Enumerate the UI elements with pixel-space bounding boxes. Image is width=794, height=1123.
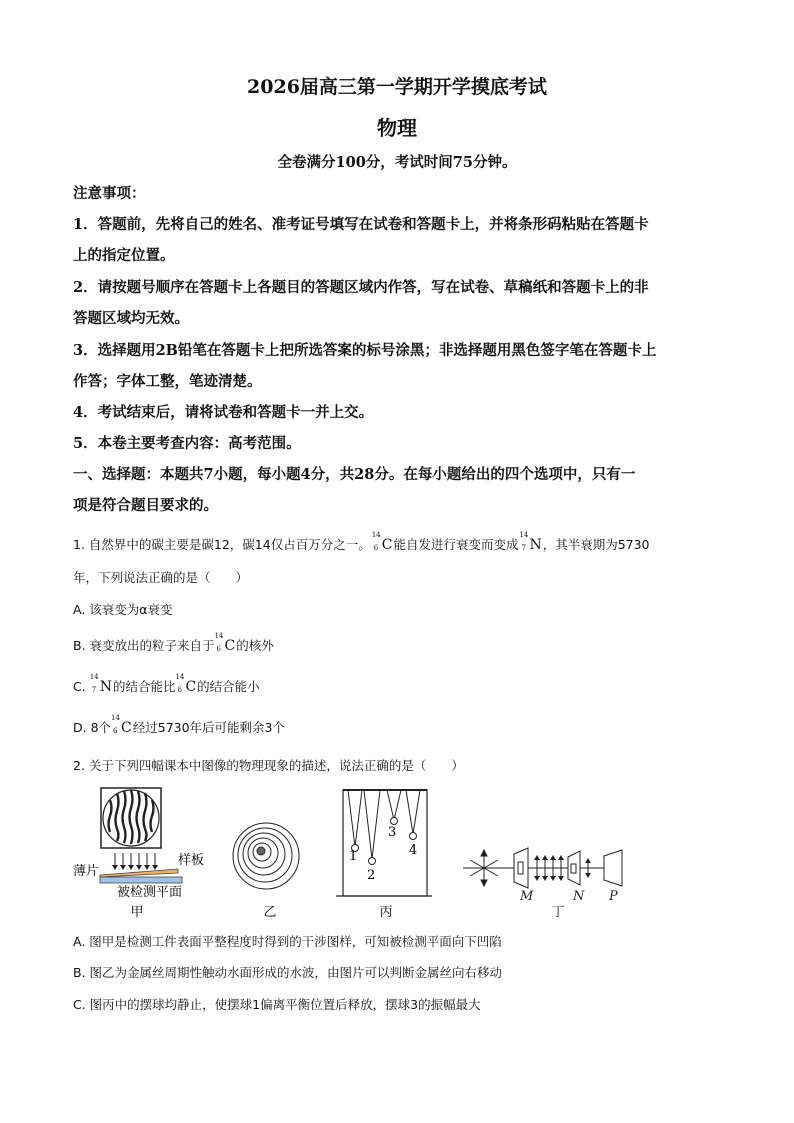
section-heading: 一、选择题：本题共7小题，每小题4分，共28分。在每小题给出的四个选项中，只有一 <box>73 466 636 483</box>
q1-option-c: C. 14 7 N的结合能比 14 6 C的结合能小 <box>73 673 260 695</box>
q1-stem-text: 能自发进行衰变而变成 <box>393 537 519 552</box>
q1-option-a: A. 该衰变为α衰变 <box>73 602 173 617</box>
notice-line: 1．答题前，先将自己的姓名、准考证号填写在试卷和答题卡上，并将条形码粘贴在答题卡 <box>73 216 649 233</box>
subject-title: 物理 <box>377 116 417 140</box>
q2-option-a: A. 图甲是检测工件表面平整程度时得到的干涉图样，可知被检测平面向下凹陷 <box>73 934 502 949</box>
figure-yi <box>233 823 299 889</box>
label-ball-4: 4 <box>409 843 418 858</box>
notice-line: 2．请按题号顺序在答题卡上各题目的答题区域内作答，写在试卷、草稿纸和答题卡上的非 <box>73 279 649 296</box>
label-bing: 丙 <box>379 905 393 920</box>
label-ding: 丁 <box>551 905 565 920</box>
figure-bing <box>336 790 432 920</box>
exam-title: 2026届高三第一学期开学摸底考试 <box>247 76 547 98</box>
section-heading: 项是符合题目要求的。 <box>73 497 218 514</box>
exam-info: 全卷满分100分，考试时间75分钟。 <box>277 154 517 171</box>
label-jia: 甲 <box>130 905 144 920</box>
label-N: N <box>573 889 585 904</box>
q1-stem <box>73 531 733 553</box>
nuclide-carbon-14: 14 6 C <box>111 714 132 736</box>
notice-line: 4．考试结束后，请将试卷和答题卡一并上交。 <box>73 404 374 421</box>
notice-line: 5．本卷主要考查内容：高考范围。 <box>73 435 301 452</box>
nuclide-carbon-14: 14 6 C <box>175 673 197 695</box>
tested-plane <box>100 877 182 883</box>
q2-option-b: B. 图乙为金属丝周期性触动水面形成的水波，由图片可以判断金属丝向右移动 <box>73 965 503 980</box>
figure-jia <box>73 788 204 920</box>
notice-line: 上的指定位置。 <box>73 247 175 264</box>
q1-option-d: D. 8个 14 6 C经过5730年后可能剩余3个 <box>73 714 286 736</box>
figure-ding <box>463 848 622 920</box>
nuclide-nitrogen-14: 14 7 N <box>89 673 112 695</box>
notice-line: 作答；字体工整，笔迹清楚。 <box>73 373 262 390</box>
label-tested-plane: 被检测平面 <box>117 885 183 900</box>
nuclide-carbon-14: 14 6 C <box>371 531 393 553</box>
notice-heading: 注意事项： <box>73 185 146 202</box>
label-ball-1: 1 <box>349 849 358 864</box>
notice-line: 答题区域均无效。 <box>73 310 189 327</box>
q2-option-c: C. 图丙中的摆球均静止，使摆球1偏离平衡位置后释放，摆球3的振幅最大 <box>73 997 481 1012</box>
q1-stem-text: 1. 自然界中的碳主要是碳12，碳14仅占百万分之一。 <box>73 537 371 552</box>
q1-option-b: B. 衰变放出的粒子来自于 14 6 C的核外 <box>73 632 274 654</box>
pendulum-ball-3 <box>391 818 398 825</box>
label-P: P <box>609 889 618 904</box>
label-sample-plate: 样板 <box>178 853 205 868</box>
label-ball-3: 3 <box>388 825 397 840</box>
pendulum-ball-4 <box>410 833 417 840</box>
pendulum-ball-2 <box>369 858 376 865</box>
notice-line: 3．选择题用2B铅笔在答题卡上把所选答案的标号涂黑；非选择题用黑色签字笔在答题卡上 <box>73 342 657 359</box>
q2-figures <box>0 780 794 930</box>
label-M: M <box>520 889 534 904</box>
q2-stem: 2. 关于下列四幅课本中图像的物理现象的描述，说法正确的是（ ） <box>73 758 464 773</box>
light-arrows <box>115 853 155 867</box>
label-thin-sheet: 薄片 <box>73 864 100 879</box>
label-yi: 乙 <box>263 905 277 920</box>
q1-stem-text: ，其半衰期为5730 <box>542 537 650 552</box>
q1-stem-line2: 年，下列说法正确的是（ ） <box>73 570 249 585</box>
nuclide-carbon-14: 14 6 C <box>214 632 236 654</box>
sample-plate <box>100 869 178 877</box>
nuclide-nitrogen-14: 14 7 N <box>519 531 542 553</box>
label-ball-2: 2 <box>367 868 376 883</box>
